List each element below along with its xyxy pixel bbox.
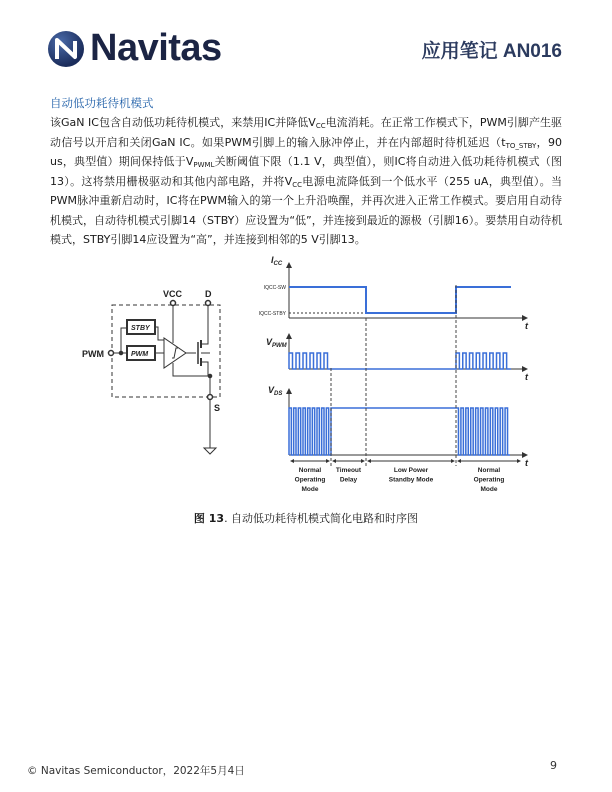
arrow-head (332, 459, 336, 463)
mode-label: Normal (477, 467, 501, 474)
mode-label: Operating (473, 476, 505, 484)
text-line: 模式，STBY引脚14应设置为“高”，并连接到相邻的5 V引脚13。 (50, 233, 366, 246)
footer-copyright: © Navitas Semiconductor，2022年5月4日 (27, 765, 245, 777)
s-label: S (214, 403, 221, 413)
arrow-head (290, 459, 294, 463)
icc-waveform (289, 287, 511, 313)
arrow-head (326, 459, 330, 463)
mode-label: Delay (339, 476, 358, 484)
circuit-diagram (109, 301, 221, 455)
t-label: t (525, 372, 528, 382)
stby-block-label: STBY (131, 325, 150, 332)
figure-caption: 图 13. 自动低功耗待机模式简化电路和时序图 (193, 512, 419, 525)
text-line: us，典型值）期间保持低于$V_{PWML}$关断阈值下限（1.1 V，典型值），则IC将自动进入低功耗待机模式（图 (50, 155, 562, 169)
arrow-head (457, 459, 461, 463)
icc-label: $I_{CC}$ (271, 255, 283, 267)
mode-label: Timeout (335, 467, 362, 474)
iqcc-sw-label: IQCC-SW (263, 285, 286, 291)
doc-title: 应用笔记 AN016 (421, 41, 562, 62)
section-title: 自动低功耗待机模式 (50, 96, 154, 110)
timing-diagram (259, 255, 529, 493)
text-line: 机模式，自动待机模式引脚14（STBY）应设置为“低”，并连接到最近的源极（引脚16）。要禁用自动待机 (50, 213, 563, 227)
text-line: 13）。这将禁用栅极驱动和其他内部电路，并将$V_{CC}$电源电流降低到一个低水平（255 uA，典型值）。当 (50, 174, 562, 189)
logo-text: Navitas (90, 27, 222, 69)
d-label: D (205, 289, 212, 299)
mode-label: Standby Mode (388, 476, 434, 484)
pwm-pin-label: PWM (82, 349, 104, 359)
mode-label: Mode (480, 486, 498, 493)
mode-label: Operating (294, 476, 326, 484)
iqcc-stby-label: IQCC-STBY (258, 311, 286, 317)
arrow-head (451, 459, 455, 463)
mode-label: Normal (298, 467, 322, 474)
arrow-head (367, 459, 371, 463)
mode-label: Low Power (393, 467, 429, 474)
t-label: t (525, 321, 528, 331)
icc-y-arrow (286, 262, 292, 268)
page-number: 9 (550, 759, 557, 772)
vds-y-arrow (286, 388, 292, 394)
vpwm-waveform (289, 353, 511, 369)
text-line: 动信号以开启和关闭GaN IC。如果PWM引脚上的输入脉冲停止，并在内部超时待机延迟（$t_{TO\_STBY}$，90 (50, 135, 562, 150)
arrow-head (361, 459, 365, 463)
vpwm-label: $V_{PWM}$ (266, 337, 287, 349)
vcc-label: VCC (163, 289, 183, 299)
t-label: t (525, 458, 528, 468)
vds-label: $V_{DS}$ (268, 385, 283, 397)
text-line: 该GaN IC包含自动低功耗待机模式，来禁用IC并降低$V_{CC}$电流消耗。在正常工作模式下，PWM引脚产生驱 (50, 116, 562, 130)
arrow-head (517, 459, 521, 463)
text-line: PWM脉冲重新启动时，IC将在PWM输入的第一个上升沿唤醒，并再次进入正常工作模式。要启用自动待 (50, 194, 562, 207)
vds-waveform (289, 408, 510, 455)
pwm-block-label: PWM (131, 351, 149, 358)
mode-label: Mode (301, 486, 319, 493)
vpwm-y-arrow (286, 333, 292, 339)
